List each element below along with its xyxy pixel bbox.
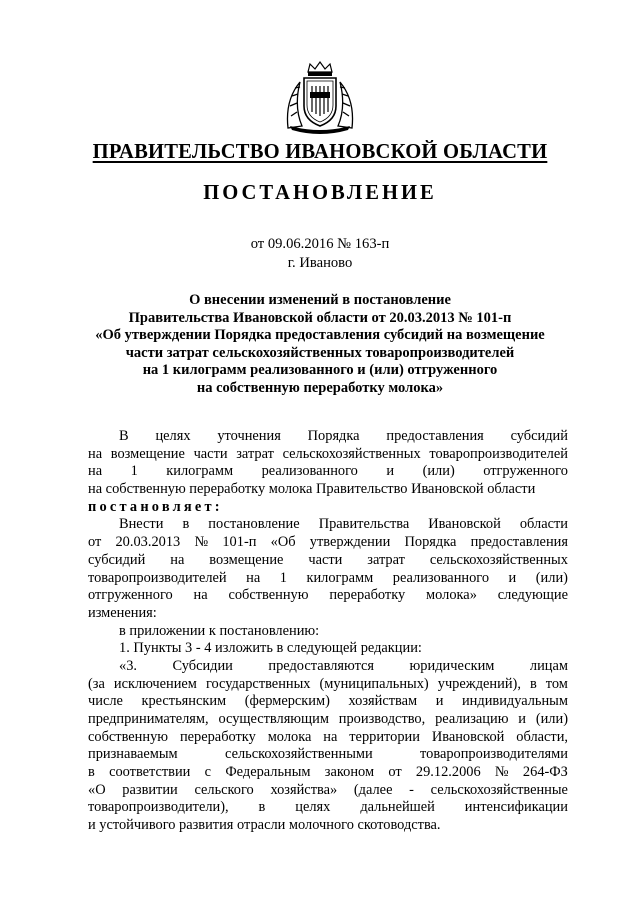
body-word: 101-п [222, 534, 257, 551]
body-word: и [518, 711, 526, 727]
body-word: крестьянским [141, 693, 227, 710]
body-word: целях [295, 799, 331, 816]
body-line-text: 1. Пункты 3 - 4 изложить в следующей редакции: [119, 640, 422, 657]
body-line [88, 799, 568, 817]
heading-line: О внесении изменений в постановление [189, 292, 451, 308]
body-line [88, 746, 568, 764]
body-word: на [170, 551, 185, 568]
body-word: Порядка [404, 534, 457, 551]
government-title: ПРАВИТЕЛЬСТВО ИВАНОВСКОЙ ОБЛАСТИ [92, 141, 548, 163]
body-word: «3. [119, 657, 137, 674]
body-word: 1 [279, 569, 287, 586]
body-word: переработку [179, 728, 256, 745]
body-word: в [529, 675, 537, 692]
body-word: 264-ФЗ [522, 764, 568, 781]
heading-line: на 1 килограмм реализованного и (или) отгруженного [142, 362, 498, 379]
body-word: государственных [205, 675, 311, 692]
body-word: В [119, 428, 129, 444]
body-line [88, 605, 568, 623]
body-word: затрат [367, 551, 405, 568]
body-word: утверждении [309, 534, 391, 551]
body-line [88, 499, 568, 517]
body-word: Правительства [318, 516, 410, 533]
body-word: сельского [194, 781, 254, 798]
body-word: сельскохозяйственными [225, 746, 373, 763]
body-word: № [494, 764, 509, 781]
document-city: г. Иваново [287, 255, 353, 271]
body-line [88, 446, 568, 464]
body-word: следующие [497, 587, 568, 604]
body-line [88, 570, 568, 588]
body-word: отгруженного [483, 463, 568, 480]
body-word: в [258, 799, 266, 816]
body-word: 29.12.2006 [415, 764, 481, 781]
body-line-text: изменения: [88, 604, 157, 621]
body-word: хозяйствам [348, 693, 418, 710]
body-word: на [88, 463, 103, 480]
ivanovo-coat-of-arms-icon [282, 58, 358, 134]
body-word: реализованного [392, 569, 490, 586]
body-word: Субсидии [172, 657, 233, 674]
body-word: от [88, 534, 102, 551]
body-word: № [194, 534, 209, 551]
body-word: товаропроизводителей [88, 569, 227, 586]
body-word: (далее [353, 781, 393, 798]
body-word: сельскохозяйственных [429, 551, 568, 568]
body-line [88, 428, 568, 446]
document-heading [60, 292, 580, 398]
body-word: в [88, 764, 95, 781]
body-word: от [388, 764, 402, 781]
body-word: реализацию [435, 711, 509, 727]
body-word: производство, [338, 711, 426, 727]
body-word: на [246, 569, 261, 586]
body-word: собственную [228, 587, 309, 604]
document-type: ПОСТАНОВЛЕНИЕ [203, 182, 437, 204]
body-word: (фермерским) [244, 693, 330, 710]
body-line [88, 711, 568, 729]
resolution-keyword: постановляет: [88, 498, 223, 515]
body-word: территории [349, 728, 420, 745]
body-word: части [193, 445, 228, 462]
body-word: индивидуальным [461, 693, 568, 710]
document-date-number: от 09.06.2016 № 163-п [250, 236, 390, 252]
body-word: учреждений), [437, 675, 521, 692]
body-word: сельскохозяйственных [282, 445, 421, 462]
body-word: Внести [119, 516, 164, 533]
body-line [88, 817, 568, 835]
body-word: развитии [122, 781, 178, 798]
body-line-text: в приложении к постановлению: [119, 622, 320, 639]
body-word: лицам [529, 657, 568, 674]
body-word: на [193, 587, 208, 604]
body-word: части [308, 551, 343, 568]
body-word: осуществляющим [218, 711, 329, 727]
body-word: предоставляются [268, 657, 375, 674]
heading-line: на собственную переработку молока» [196, 379, 444, 396]
body-line [88, 516, 568, 534]
body-word: в [182, 516, 190, 533]
body-word: (муниципальных) [319, 675, 429, 692]
body-word: килограмм [306, 569, 374, 586]
body-word: Ивановской [428, 516, 501, 533]
body-word: молока [267, 728, 312, 745]
body-word: переработку [329, 587, 406, 604]
body-word: Ивановской [431, 728, 505, 745]
body-line [88, 693, 568, 711]
body-word: - [409, 781, 414, 798]
body-word: законом [324, 764, 375, 781]
body-word: уточнения [217, 428, 281, 444]
body-word: (или) [535, 569, 568, 586]
body-word: возмещение [209, 551, 284, 568]
body-word: (или) [422, 463, 455, 480]
body-word: «О [88, 781, 106, 798]
heading-line: Правительства Ивановской области от 20.03.2013 № 101-п [128, 309, 512, 326]
body-word: дальнейшей [360, 799, 435, 816]
body-line [88, 623, 568, 641]
body-word: целях [155, 428, 191, 444]
body-word: отгруженного [88, 587, 173, 604]
body-line-text: и устойчивого развития отрасли молочного скотоводства. [88, 817, 441, 834]
body-word: молока» [426, 587, 477, 604]
body-word: и [508, 569, 517, 586]
body-word: соответствии [109, 764, 191, 781]
body-line [88, 729, 568, 747]
body-line [88, 463, 568, 481]
body-word: затрат [236, 445, 274, 462]
body-line [88, 552, 568, 570]
body-word: области, [516, 728, 568, 745]
body-word: собственную [88, 728, 169, 745]
body-word: признаваемым [88, 746, 178, 763]
body-word: постановление [208, 516, 300, 533]
body-line-text: на собственную переработку молока Правительство Ивановской области [88, 481, 536, 498]
body-word: предпринимателям, [88, 711, 209, 727]
body-word: товаропроизводителями [420, 746, 568, 763]
body-word: реализованного [261, 463, 358, 480]
body-word: и [435, 693, 444, 710]
body-word: (за [88, 675, 105, 692]
body-word: «Об [270, 534, 296, 551]
body-word: хозяйства» [270, 781, 338, 798]
body-word: интенсификации [464, 799, 568, 816]
body-line [88, 676, 568, 694]
body-word: том [545, 675, 568, 692]
body-word: субсидий [510, 428, 568, 444]
body-word: килограмм [166, 463, 234, 480]
body-word: 1 [130, 463, 138, 480]
body-line [88, 534, 568, 552]
body-word: на [323, 728, 338, 745]
body-word: (или) [535, 711, 568, 727]
body-word: возмещение [110, 445, 185, 462]
body-word: Федеральным [225, 764, 311, 781]
body-word: 20.03.2013 [115, 534, 181, 551]
body-word: предоставления [386, 428, 484, 444]
body-word: исключением [113, 675, 197, 692]
body-word: с [204, 764, 212, 781]
body-line [88, 481, 568, 499]
heading-line: «Об утверждении Порядка предоставления субсидий на возмещение [95, 327, 545, 344]
body-word: товаропроизводителей [429, 445, 568, 462]
body-word: сельскохозяйственные [430, 781, 568, 798]
body-line [88, 658, 568, 676]
body-line [88, 782, 568, 800]
body-line [88, 640, 568, 658]
body-word: на [88, 445, 103, 462]
document-body [88, 428, 568, 835]
body-word: Порядка [307, 428, 360, 444]
body-line [88, 764, 568, 782]
body-word: товаропроизводители), [88, 799, 229, 816]
body-word: юридическим [409, 657, 495, 674]
body-word: и [386, 463, 395, 480]
body-word: числе [88, 693, 123, 710]
body-word: области [519, 516, 568, 533]
heading-line: части затрат сельскохозяйственных товаропроизводителей [125, 344, 515, 361]
body-word: предоставления [470, 534, 568, 551]
body-line [88, 587, 568, 605]
body-word: субсидий [88, 551, 146, 568]
